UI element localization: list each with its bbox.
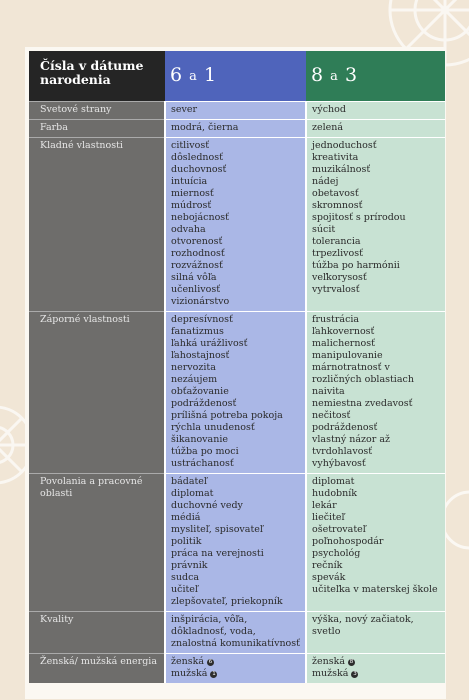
list-item: otvorenosť bbox=[171, 236, 223, 247]
list-item: politik bbox=[171, 536, 202, 547]
list-item: márnotratnosť v rozličných oblastiach bbox=[312, 362, 414, 385]
list-item: vlastný názor až tvrdohlavosť bbox=[312, 434, 391, 457]
list-item: spevák bbox=[312, 572, 346, 583]
list-item: vizionárstvo bbox=[171, 296, 230, 307]
list-item: šikanovanie bbox=[171, 434, 228, 445]
row-positive bbox=[29, 138, 445, 312]
list-item: liečiteľ bbox=[312, 512, 345, 523]
list-item: obťažovanie bbox=[171, 386, 229, 397]
list-item: ľahostajnosť bbox=[171, 350, 230, 361]
list-item: trpezlivosť bbox=[312, 248, 363, 259]
list-item: učenlivosť bbox=[171, 284, 221, 295]
cell-professions-6-1 bbox=[165, 474, 306, 612]
list-item: veľkorysosť bbox=[312, 272, 367, 283]
list-item: mysliteľ, spisovateľ bbox=[171, 524, 263, 535]
number-badge-icon: 3 bbox=[353, 671, 357, 677]
list-item: nečitosť bbox=[312, 410, 351, 421]
cell-positive-6-1 bbox=[165, 138, 306, 312]
list-item: rečník bbox=[312, 560, 343, 571]
label-positive: Kladné vlastnosti bbox=[29, 138, 165, 312]
list-item: fanatizmus bbox=[171, 326, 224, 337]
list-item: vytrvalosť bbox=[312, 284, 360, 295]
list-item: prílišná potreba pokoja bbox=[171, 410, 283, 421]
cell-directions-6-1: sever bbox=[165, 102, 306, 120]
list-item: sudca bbox=[171, 572, 200, 583]
list-item: rozhodnosť bbox=[171, 248, 225, 259]
list-item: manipulovanie bbox=[312, 350, 383, 361]
row-negative bbox=[29, 312, 445, 474]
list-item: bádateľ bbox=[171, 476, 207, 487]
label-qualities: Kvality bbox=[29, 612, 165, 654]
list-item: ošetrovateľ bbox=[312, 524, 366, 535]
header-8-and-3: 8 a 3 bbox=[306, 51, 445, 102]
cell-positive-8-3 bbox=[306, 138, 445, 312]
list-item: právnik bbox=[171, 560, 208, 571]
cell-negative-6-1 bbox=[165, 312, 306, 474]
cell-qualities-6-1: inšpirácia, vôľa, dôkladnosť, voda, znalostná komunikatívnosť bbox=[165, 612, 306, 654]
list-item: kreativita bbox=[312, 152, 359, 163]
cell-qualities-8-3: výška, nový začiatok, svetlo bbox=[306, 612, 445, 654]
energy-male: mužská 1 bbox=[171, 668, 216, 679]
list-item: učiteľ bbox=[171, 584, 198, 595]
header-6-and-1: 6 a 1 bbox=[165, 51, 306, 102]
row-directions bbox=[29, 102, 445, 120]
cell-color-6-1: modrá, čierna bbox=[165, 120, 306, 138]
list-item: túžba po moci bbox=[171, 446, 239, 457]
list-item: frustrácia bbox=[312, 314, 360, 325]
list-item: muzikálnosť bbox=[312, 164, 371, 175]
cell-color-8-3: zelená bbox=[306, 120, 445, 138]
list-item: lekár bbox=[312, 500, 337, 511]
list-item: ľahká urážlivosť bbox=[171, 338, 248, 349]
list-item: vyhýbavosť bbox=[312, 458, 366, 469]
list-item: nezáujem bbox=[171, 374, 218, 385]
number-badge-icon: 6 bbox=[208, 659, 213, 665]
list-item: nemiestna zvedavosť bbox=[312, 398, 413, 409]
cell-directions-8-3: východ bbox=[306, 102, 445, 120]
numerology-table bbox=[29, 51, 445, 683]
list-item: nervozita bbox=[171, 362, 216, 373]
list-item: duchovné vedy bbox=[171, 500, 243, 511]
list-item: práca na verejnosti bbox=[171, 548, 264, 559]
label-professions: Povolania a pracovné oblasti bbox=[29, 474, 165, 612]
list-item: hudobník bbox=[312, 488, 358, 499]
row-energy bbox=[29, 654, 445, 684]
list-item: médiá bbox=[171, 512, 201, 523]
list-item: podráždenosť bbox=[171, 398, 237, 409]
list-item: odvaha bbox=[171, 224, 206, 235]
label-directions: Svetové strany bbox=[29, 102, 165, 120]
label-color: Farba bbox=[29, 120, 165, 138]
list-item: rýchla unudenosť bbox=[171, 422, 255, 433]
list-item: citlivosť bbox=[171, 140, 210, 151]
list-item: silná vôľa bbox=[171, 272, 217, 283]
list-item: ustráchanosť bbox=[171, 458, 234, 469]
list-item: skromnosť bbox=[312, 200, 363, 211]
list-item: múdrosť bbox=[171, 200, 212, 211]
list-item: psychológ bbox=[312, 548, 361, 559]
row-qualities bbox=[29, 612, 445, 654]
number-badge-icon: 8 bbox=[349, 659, 354, 665]
list-item: dôslednosť bbox=[171, 152, 223, 163]
list-item: malichernosť bbox=[312, 338, 375, 349]
list-item: naivita bbox=[312, 386, 345, 397]
list-item: rozvážnosť bbox=[171, 260, 223, 271]
list-item: depresívnosť bbox=[171, 314, 233, 325]
list-item: miernosť bbox=[171, 188, 214, 199]
label-energy: Ženská/ mužská energia bbox=[29, 654, 165, 684]
list-item: zlepšovateľ, priekopník bbox=[171, 596, 283, 607]
number-badge-icon: 1 bbox=[212, 671, 216, 677]
list-item: duchovnosť bbox=[171, 164, 227, 175]
list-item: spojitosť s prírodou bbox=[312, 212, 406, 223]
list-item: diplomat bbox=[171, 488, 214, 499]
energy-female: ženská 6 bbox=[171, 656, 213, 667]
list-item: súcit bbox=[312, 224, 336, 235]
list-item: diplomat bbox=[312, 476, 355, 487]
list-item: podráždenosť bbox=[312, 422, 378, 433]
list-item: nádej bbox=[312, 176, 339, 187]
list-item: intuícia bbox=[171, 176, 208, 187]
list-item: obetavosť bbox=[312, 188, 359, 199]
list-item: túžba po harmónii bbox=[312, 260, 400, 271]
list-item: nebojácnosť bbox=[171, 212, 230, 223]
cell-professions-8-3 bbox=[306, 474, 445, 612]
list-item: jednoduchosť bbox=[312, 140, 377, 151]
row-color bbox=[29, 120, 445, 138]
label-negative: Záporné vlastnosti bbox=[29, 312, 165, 474]
row-professions bbox=[29, 474, 445, 612]
list-item: poľnohospodár bbox=[312, 536, 384, 547]
cell-energy-6-1 bbox=[165, 654, 306, 684]
list-item: ľahkovernosť bbox=[312, 326, 375, 337]
header-birth-numbers: Čísla v dátume narodenia bbox=[29, 51, 165, 102]
energy-female: ženská 8 bbox=[312, 656, 354, 667]
cell-energy-8-3 bbox=[306, 654, 445, 684]
header-row bbox=[29, 51, 445, 102]
cell-negative-8-3 bbox=[306, 312, 445, 474]
energy-male: mužská 3 bbox=[312, 668, 357, 679]
list-item: učiteľka v materskej škole bbox=[312, 584, 438, 595]
list-item: tolerancia bbox=[312, 236, 361, 247]
